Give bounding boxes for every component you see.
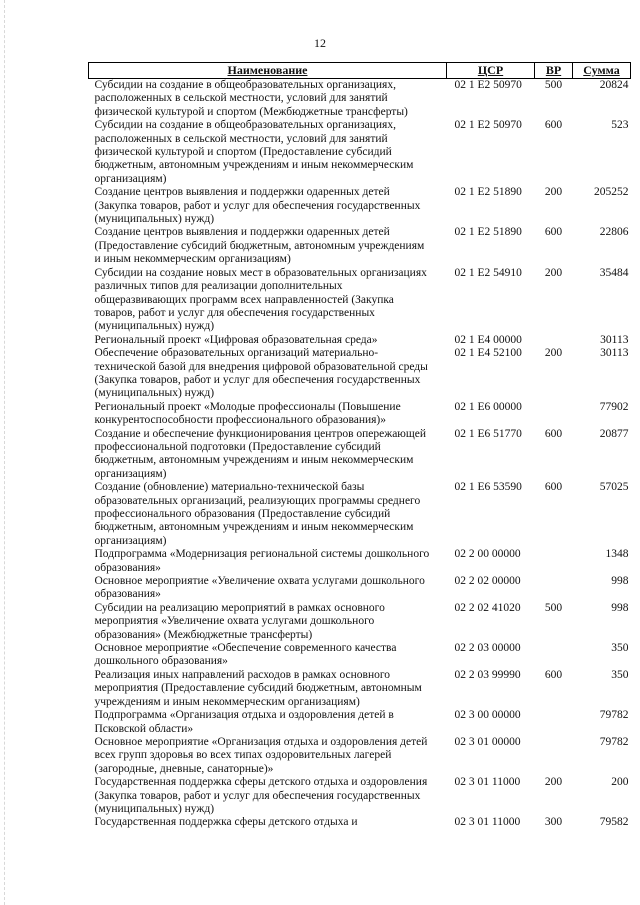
cell-csr: 02 2 03 00000: [454, 642, 521, 655]
cell-vr: [535, 709, 573, 736]
table-row: [89, 428, 631, 482]
cell-name: Региональный проект «Цифровая образовательная среда»: [94, 333, 378, 346]
cell-name: Реализация иных направлений расходов в рамках основного мероприятия (Предоставление субсидий бюджетным, автономным учреждениям и иным некоммерческим организациям): [94, 668, 422, 708]
cell-sum: 79582: [599, 816, 629, 829]
cell-vr: 500: [544, 79, 563, 91]
cell-csr: 02 1 E2 50970: [454, 119, 522, 132]
cell-csr: 02 3 01 11000: [454, 776, 521, 789]
cell-csr: 02 2 02 41020: [454, 601, 521, 614]
cell-name: Создание центров выявления и поддержки одаренных детей (Закупка товаров, работ и услуг для обеспечения государственных (муниципальных) нужд): [94, 186, 421, 226]
cell-csr: 02 3 01 00000: [454, 735, 521, 748]
table-header-row: [89, 63, 631, 79]
table-row: [89, 267, 631, 334]
cell-csr: 02 2 02 00000: [454, 575, 521, 588]
cell-vr: [535, 575, 573, 602]
table-row: [89, 119, 631, 186]
cell-vr: 300: [544, 816, 563, 829]
cell-name: Подпрограмма «Модернизация региональной системы дошкольного образования»: [94, 548, 430, 574]
cell-sum: 30113: [600, 347, 629, 360]
cell-sum: 205252: [594, 186, 629, 199]
table-row: [89, 669, 631, 709]
table-row: [89, 481, 631, 548]
cell-vr: 600: [544, 226, 563, 239]
cell-sum: 79782: [599, 735, 629, 748]
table-row: [89, 186, 631, 226]
cell-sum: 523: [611, 119, 629, 132]
cell-csr: 02 1 E4 52100: [454, 347, 522, 360]
cell-csr: 02 2 03 99990: [454, 668, 521, 681]
table-row: [89, 602, 631, 642]
table-row: [89, 709, 631, 736]
cell-csr: 02 1 E2 54910: [454, 266, 522, 279]
cell-sum: 20824: [599, 79, 629, 91]
page-number: 12: [314, 36, 326, 50]
cell-name: Подпрограмма «Организация отдыха и оздоровления детей в Псковской области»: [94, 709, 394, 735]
table-body: [89, 79, 631, 830]
cell-csr: 02 1 E4 00000: [454, 333, 522, 346]
cell-csr: 02 1 E2 50970: [454, 79, 522, 91]
cell-sum: 200: [611, 776, 629, 789]
table-row: [89, 736, 631, 776]
cell-sum: 350: [611, 642, 629, 655]
scan-margin-line: [4, 0, 5, 905]
budget-table: [88, 62, 631, 830]
cell-vr: 600: [544, 481, 563, 494]
cell-csr: 02 1 E6 53590: [454, 481, 522, 494]
cell-vr: 200: [544, 347, 563, 360]
cell-vr: 500: [544, 601, 563, 614]
table-row: [89, 548, 631, 575]
table-row: [89, 401, 631, 428]
table-row: [89, 642, 631, 669]
cell-sum: 35484: [599, 266, 629, 279]
cell-csr: 02 1 E2 51890: [454, 186, 522, 199]
cell-sum: 77902: [599, 400, 629, 413]
table-row: [89, 79, 631, 120]
cell-vr: [535, 736, 573, 776]
cell-vr: 200: [544, 776, 563, 789]
cell-name: Субсидии на создание новых мест в образовательных организациях различных типов для реализации дополнительных общеразвивающих программ всех направленностей (Закупка товаров, работ и услуг для обеспечения государственных (муниципальных) нужд): [94, 266, 427, 333]
cell-sum: 20877: [599, 427, 629, 440]
cell-vr: 200: [544, 186, 563, 199]
cell-name: Региональный проект «Молодые профессионалы (Повышение конкурентоспособности профессионального образования)»: [94, 400, 401, 427]
table-row: [89, 226, 631, 266]
cell-sum: 30113: [600, 333, 629, 346]
table-row: [89, 575, 631, 602]
header-sum: Сумма: [573, 63, 631, 79]
cell-csr: 02 3 00 00000: [454, 709, 521, 722]
cell-vr: 600: [544, 668, 563, 681]
cell-name: Основное мероприятие «Увеличение охвата услугами дошкольного образования»: [94, 575, 425, 601]
cell-name: Создание и обеспечение функционирования центров опережающей профессиональной подготовки (Предоставление субсидий бюджетным, автономным учреждениям и иным некоммерческим организациям): [94, 427, 427, 480]
cell-vr: [535, 548, 573, 575]
cell-sum: 57025: [599, 481, 629, 494]
table-row: [89, 816, 631, 829]
cell-sum: 1348: [605, 548, 629, 561]
cell-name: Субсидии на создание в общеобразовательных организациях, расположенных в сельской местности, условий для занятий физической культурой и спортом (Предоставление субсидий бюджетным, автономным учреждениям и иным некоммерческим организациям): [94, 119, 414, 185]
cell-sum: 350: [611, 668, 629, 681]
cell-sum: 998: [611, 575, 629, 588]
cell-name: Основное мероприятие «Обеспечение современного качества дошкольного образования»: [94, 642, 397, 668]
cell-csr: 02 1 E6 51770: [454, 427, 522, 440]
cell-csr: 02 1 E2 51890: [454, 226, 522, 239]
cell-vr: [535, 334, 573, 347]
table-row: [89, 347, 631, 401]
cell-name: Обеспечение образовательных организаций материально-технической базой для внедрения цифровой образовательной среды (Закупка товаров, работ и услуг для обеспечения государственных (муниципальных) нужд): [94, 347, 428, 400]
cell-vr: [535, 642, 573, 669]
cell-sum: 22806: [599, 226, 629, 239]
header-csr: ЦСР: [447, 63, 535, 79]
cell-name: Государственная поддержка сферы детского отдыха и оздоровления (Закупка товаров, работ и услуг для обеспечения государственных (муниципальных) нужд): [94, 776, 428, 815]
table-row: [89, 334, 631, 347]
cell-csr: 02 1 E6 00000: [454, 400, 522, 413]
cell-sum: 79782: [599, 709, 629, 722]
cell-name: Создание (обновление) материально-технической базы образовательных организаций, реализующих программы среднего профессионального образования (Предоставление субсидий бюджетным, автономным учреждениям и иным некоммерческим организациям): [94, 481, 421, 547]
header-vr: ВР: [535, 63, 573, 79]
table-row: [89, 776, 631, 816]
cell-vr: 600: [544, 427, 563, 440]
cell-sum: 998: [611, 601, 629, 614]
cell-name: Основное мероприятие «Организация отдыха и оздоровления детей всех групп здоровья во всех типах оздоровительных лагерей (загородные, дневные, санаторные)»: [94, 735, 428, 775]
cell-vr: [535, 401, 573, 428]
cell-vr: 600: [544, 119, 563, 132]
cell-name: Создание центров выявления и поддержки одаренных детей (Предоставление субсидий бюджетным, автономным учреждениям и иным некоммерческим организациям): [94, 226, 425, 266]
cell-name: Субсидии на создание в общеобразовательных организациях, расположенных в сельской местности, условий для занятий физической культурой и спортом (Межбюджетные трансферты): [94, 79, 408, 118]
cell-name: Субсидии на реализацию мероприятий в рамках основного мероприятия «Увеличение охвата услугами дошкольного образования» (Межбюджетные трансферты): [94, 601, 385, 641]
cell-csr: 02 3 01 11000: [454, 816, 521, 829]
cell-name: Государственная поддержка сферы детского отдыха и: [94, 816, 358, 829]
cell-vr: 200: [544, 266, 563, 279]
header-name: Наименование: [89, 63, 447, 79]
cell-csr: 02 2 00 00000: [454, 548, 521, 561]
